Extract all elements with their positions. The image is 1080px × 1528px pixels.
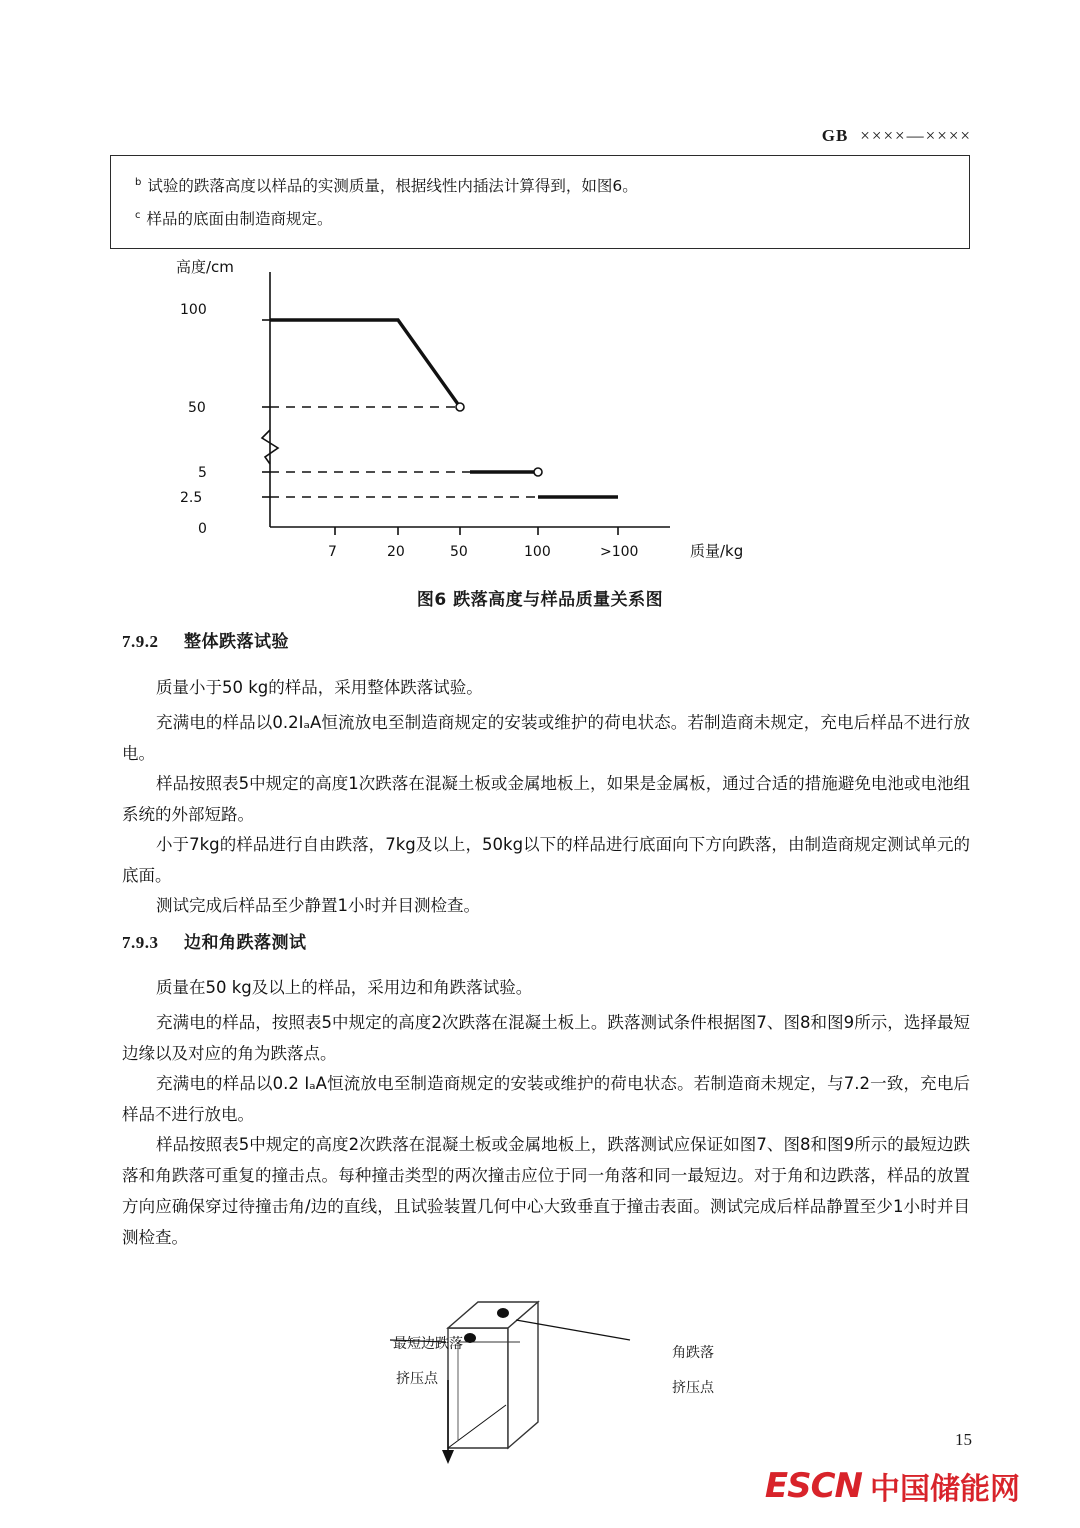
standard-prefix: GB bbox=[821, 126, 849, 145]
footnote-marker-b: b bbox=[135, 177, 142, 188]
svg-text:20: 20 bbox=[387, 544, 405, 560]
paragraph-793-1: 质量在50 kg及以上的样品，采用边和角跌落试验。 bbox=[156, 978, 533, 997]
footnote-c bbox=[135, 201, 953, 234]
footnote-text-b: 试验的跌落高度以样品的实测质量，根据线性内插法计算得到，如图6。 bbox=[147, 177, 638, 196]
svg-text:0: 0 bbox=[198, 521, 207, 537]
section-number-792: 7.9.2 bbox=[122, 632, 159, 651]
figure-6-chart bbox=[110, 252, 970, 572]
paragraph-792-4: 小于7kg的样品进行自由跌落，7kg及以上，50kg以下的样品进行底面向下方向跌落，由制造商规定测试单元的底面。 bbox=[122, 835, 970, 885]
svg-text:7: 7 bbox=[328, 544, 337, 560]
svg-text:高度/cm: 高度/cm bbox=[176, 258, 234, 276]
svg-text:质量/kg: 质量/kg bbox=[690, 542, 744, 560]
footnote-marker-c: c bbox=[135, 210, 141, 222]
paragraph-792-3: 样品按照表5中规定的高度1次跌落在混凝土板或金属地板上，如果是金属板，通过合适的措施避免电池或电池组系统的外部短路。 bbox=[122, 774, 970, 824]
svg-text:>100: >100 bbox=[600, 544, 639, 560]
paragraph-793-2: 充满电的样品，按照表5中规定的高度2次跌落在混凝土板上。跌落测试条件根据图7、图8和图9所示，选择最短边缘以及对应的角为跌落点。 bbox=[122, 1013, 970, 1063]
section-number-793: 7.9.3 bbox=[122, 933, 159, 952]
watermark-brand-cn: 中国储能网 bbox=[870, 1472, 1020, 1507]
section-title-792: 整体跌落试验 bbox=[184, 632, 289, 652]
label-shortest-edge-impact-point: 挤压点 bbox=[396, 1371, 438, 1387]
svg-text:50: 50 bbox=[450, 544, 468, 560]
section-heading-792 bbox=[122, 627, 289, 652]
svg-text:100: 100 bbox=[180, 302, 207, 318]
label-corner-impact-point: 挤压点 bbox=[672, 1380, 714, 1396]
svg-text:5: 5 bbox=[198, 465, 207, 481]
paragraph-792-2: 充满电的样品以0.2IₐA恒流放电至制造商规定的安装或维护的荷电状态。若制造商未规定，充电后样品不进行放电。 bbox=[122, 713, 970, 763]
page-number: 15 bbox=[955, 1430, 972, 1449]
footnote-box bbox=[110, 155, 970, 249]
paragraph-793-4: 样品按照表5中规定的高度2次跌落在混凝土板或金属地板上，跌落测试应保证如图7、图8和图9所示的最短边跌落和角跌落可重复的撞击点。每种撞击类型的两次撞击应位于同一角落和同一最短边。对于角和边跌落，样品的放置方向应确保穿过待撞击角/边的直线，且试验装置几何中心大致垂直于撞击表面。测试完成后样品静置至少1小时并目测检查。 bbox=[122, 1135, 970, 1247]
label-shortest-edge-drop: 最短边跌落 bbox=[393, 1336, 463, 1352]
svg-text:2.5: 2.5 bbox=[180, 490, 203, 506]
section-heading-793 bbox=[122, 928, 307, 953]
paragraph-792-1: 质量小于50 kg的样品，采用整体跌落试验。 bbox=[156, 678, 483, 697]
watermark-brand: ESCN bbox=[764, 1466, 862, 1506]
paragraph-793-3: 充满电的样品以0.2 IₐA恒流放电至制造商规定的安装或维护的荷电状态。若制造商未规定，与7.2一致，充电后样品不进行放电。 bbox=[122, 1074, 970, 1124]
watermark-logo bbox=[765, 1464, 1020, 1508]
footnote-b bbox=[135, 168, 953, 201]
label-corner-drop: 角跌落 bbox=[672, 1345, 714, 1361]
page-header bbox=[822, 126, 972, 146]
svg-text:50: 50 bbox=[188, 400, 206, 416]
svg-text:100: 100 bbox=[524, 544, 551, 560]
figure-6-caption: 图6 跌落高度与样品质量关系图 bbox=[416, 590, 664, 610]
paragraph-792-5: 测试完成后样品至少静置1小时并目测检查。 bbox=[156, 896, 480, 915]
standard-code: ××××—×××× bbox=[860, 126, 972, 145]
section-title-793: 边和角跌落测试 bbox=[184, 933, 307, 953]
footnote-text-c: 样品的底面由制造商规定。 bbox=[146, 210, 333, 229]
